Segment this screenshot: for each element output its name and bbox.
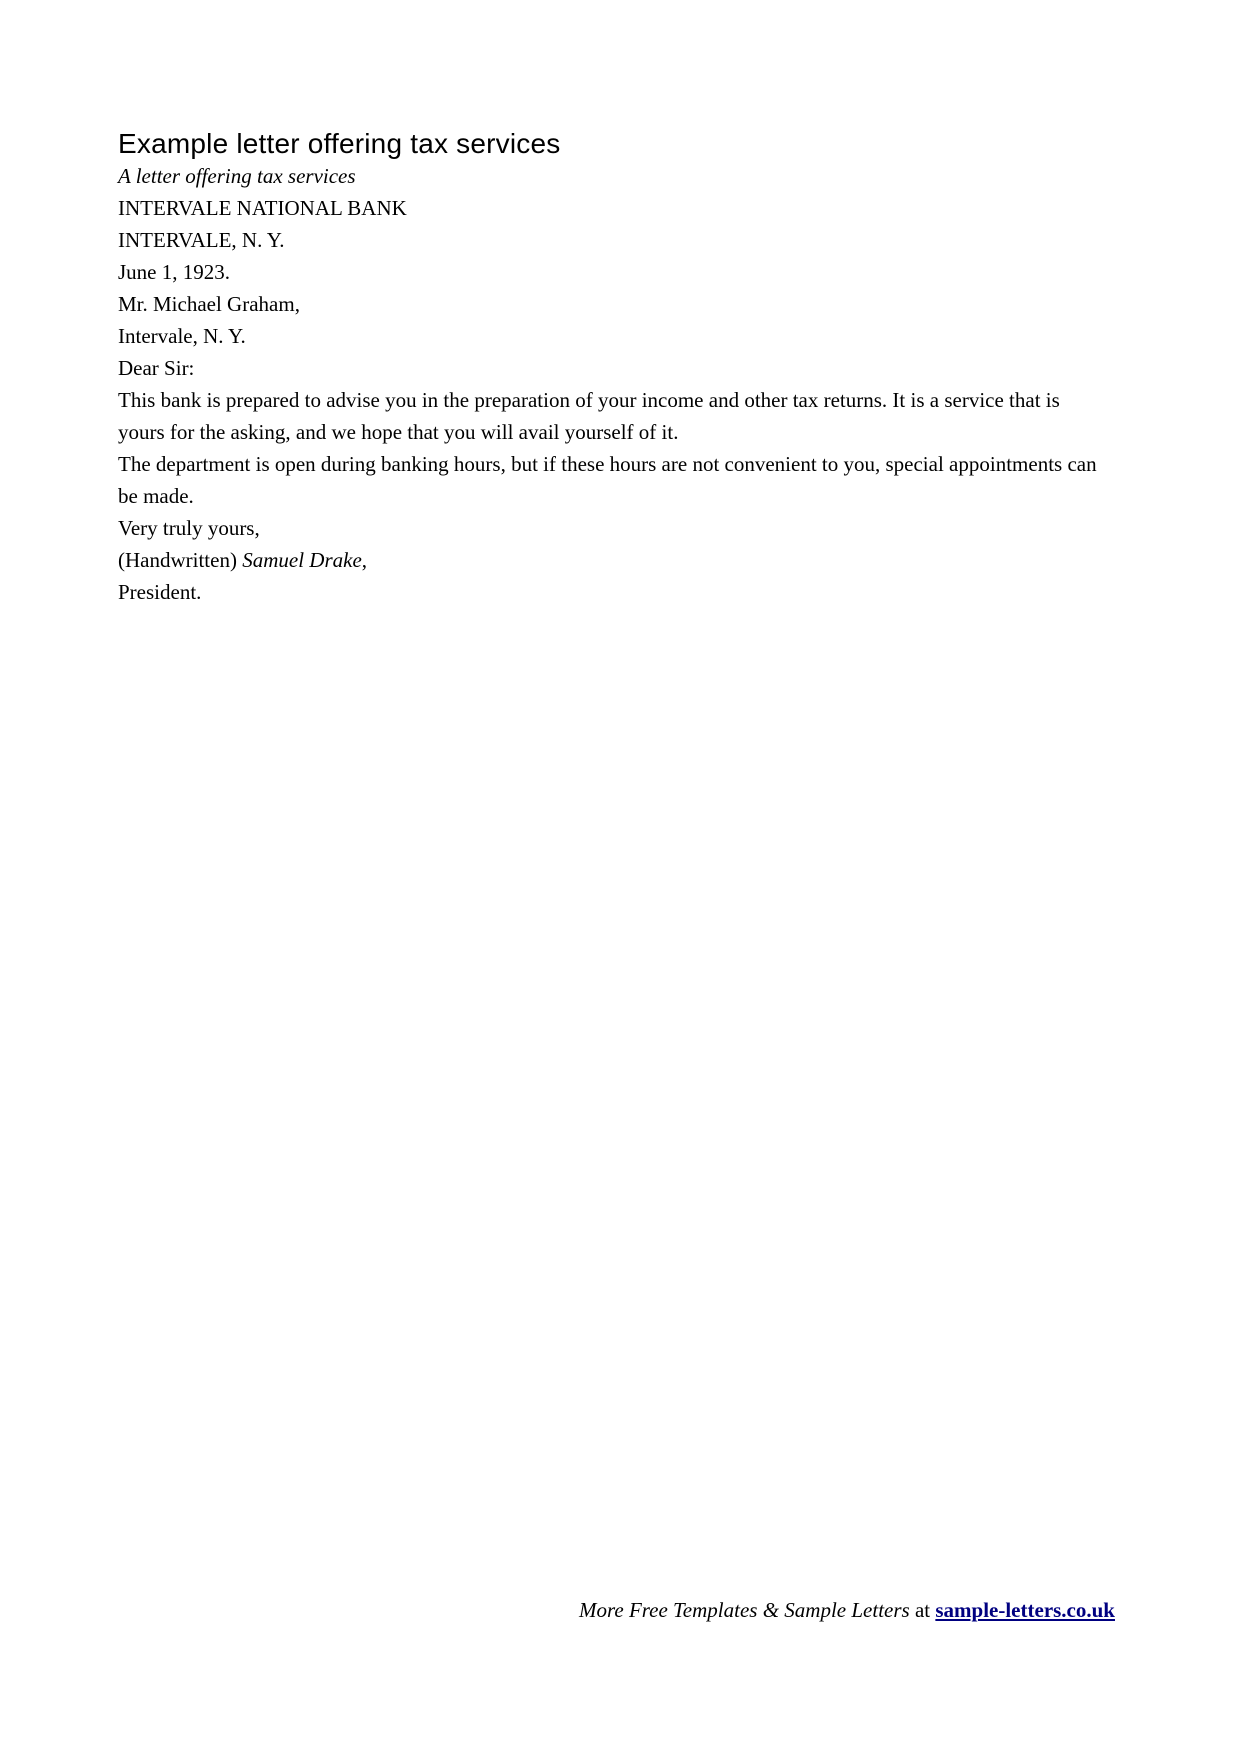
salutation: Dear Sir:: [118, 356, 195, 380]
recipient-name: Mr. Michael Graham,: [118, 292, 300, 316]
footer-text: More Free Templates & Sample Letters: [578, 1598, 910, 1622]
closing-line: Very truly yours,: [118, 516, 260, 540]
footer-link[interactable]: sample-letters.co.uk: [935, 1598, 1115, 1622]
signature-prefix: (Handwritten): [118, 548, 243, 572]
signer-title: President.: [118, 580, 202, 604]
sender-line-city: INTERVALE, N. Y.: [118, 228, 285, 252]
body-paragraph-1: This bank is prepared to advise you in the preparation of your income and other tax returns. It is a service that is yours for the asking, and we hope that you will avail yourself of it.: [118, 388, 1060, 444]
sender-line-bank: INTERVALE NATIONAL BANK: [118, 196, 407, 220]
sender-block: [118, 192, 1098, 256]
letter-subtitle: A letter offering tax services: [118, 164, 356, 188]
letter-content: [118, 0, 1098, 608]
signature-name: Samuel Drake: [242, 548, 362, 572]
letter-date: June 1, 1923.: [118, 260, 230, 284]
page-footer: [118, 1594, 1115, 1626]
recipient-address: Intervale, N. Y.: [118, 324, 246, 348]
page-title: Example letter offering tax services: [118, 128, 561, 159]
footer-connector: at: [909, 1598, 936, 1622]
signature-line: [118, 544, 1098, 576]
body-paragraph-2: The department is open during banking hours, but if these hours are not convenient to you, special appointments can be made.: [118, 452, 1097, 508]
signature-comma: ,: [361, 548, 368, 572]
